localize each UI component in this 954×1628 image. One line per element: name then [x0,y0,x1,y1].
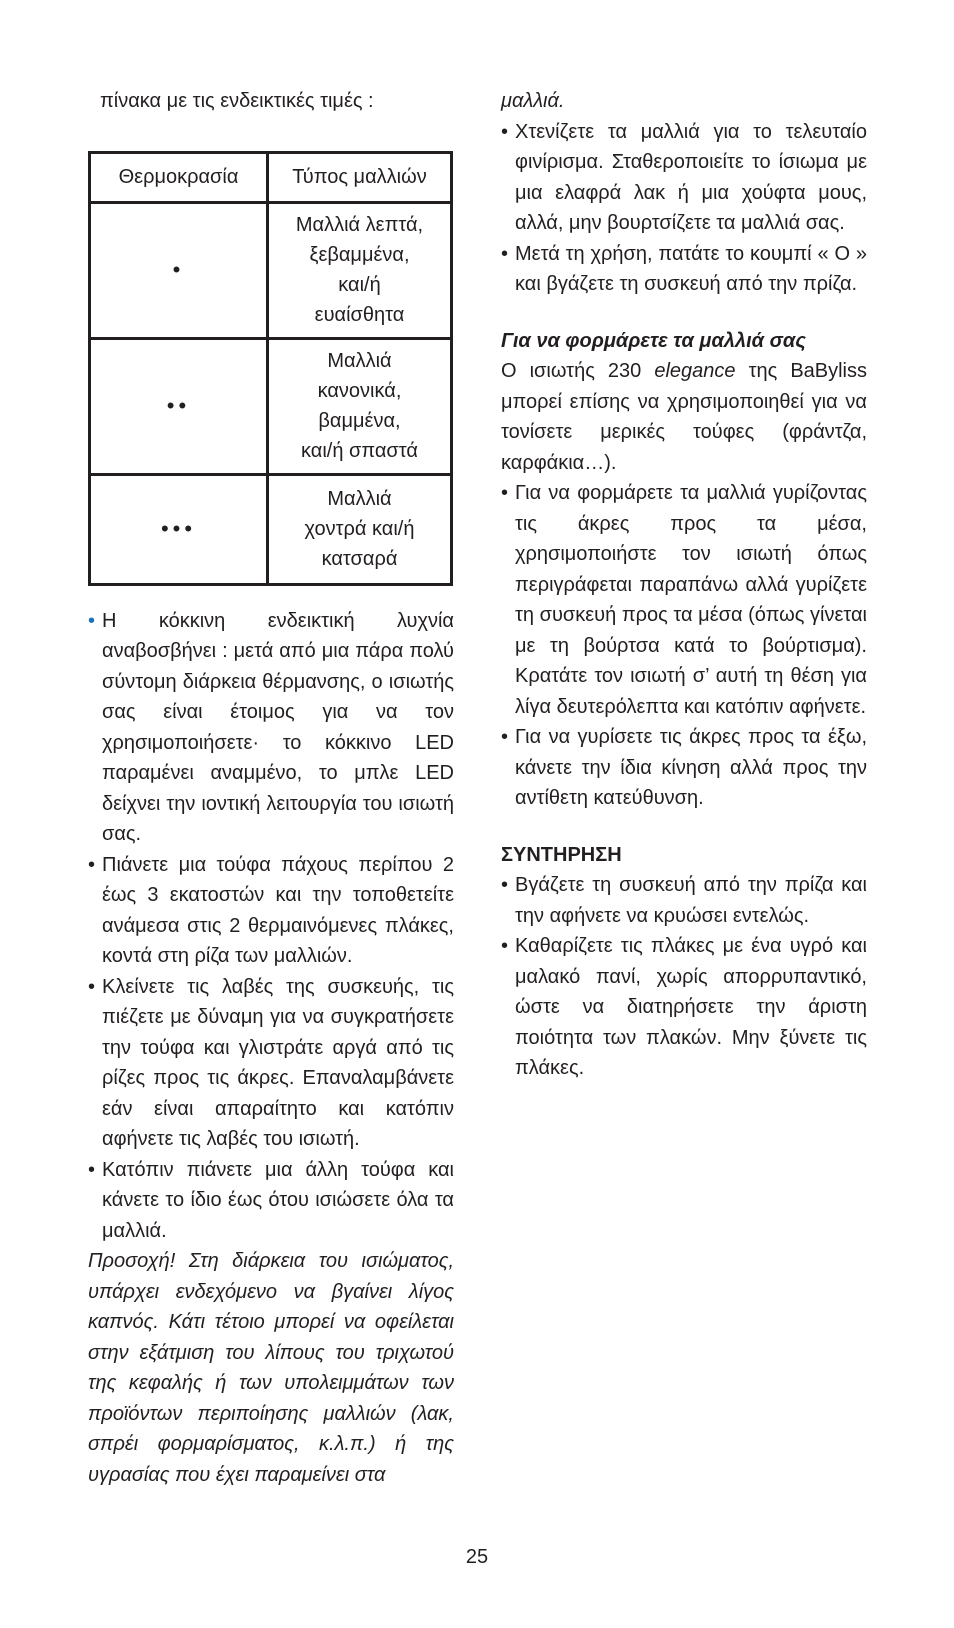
temperature-dots-1: • [90,202,268,338]
hair-type-line: κανονικά, [317,380,402,402]
table-row [90,474,452,584]
list-item-text: Βγάζετε τη συσκευή από την πρίζα και την αφήνετε να κρυώσει εντελώς. [515,874,867,927]
list-item-text: Για να γυρίσετε τις άκρες προς τα έξω, κάνετε την ίδια κίνηση αλλά προς την αντίθετη κατεύθυνση. [515,726,867,809]
list-item-text: Μετά τη χρήση, πατάτε το κουμπί « O » και βγάζετε τη συσκευή από την πρίζα. [515,242,867,295]
header-hair-type: Τύπος μαλλιών [268,152,452,202]
bullet-mark: • [501,120,509,143]
list-item [501,870,867,931]
styling-heading: Για να φορμάρετε τα μαλλιά σας [501,329,806,352]
hair-type-3 [268,474,452,584]
right-column [501,86,867,1084]
maintenance-heading: ΣΥΝΤΗΡΗΣΗ [501,843,622,866]
left-column [88,86,454,1490]
bullet-mark: • [88,853,96,876]
hair-type-line: ευαίσθητα [314,304,405,326]
hair-type-line: και/ή σπαστά [301,440,418,462]
bullet-mark: • [501,726,509,748]
bullet-mark: • [88,975,96,998]
list-item [88,606,454,850]
hair-type-2 [268,338,452,474]
table-row [90,202,452,338]
list-item-text: Καθαρίζετε τις πλάκες με ένα υγρό και μαλακό πανί, χωρίς απορρυπαντικό, ώστε να διατηρήσετε την άριστη ποιότητα των πλακών. Μην ξύνετε τις πλάκες. [515,935,867,1079]
hair-type-1 [268,202,452,338]
maintenance-bullet-list [501,870,867,1084]
styling-intro-text: της BaByliss μπορεί επίσης να χρησιμοποιηθεί για να τονίσετε μερικές τούφες (φράντζα, καρφάκια…). [501,360,868,474]
hair-type-line: χοντρά και/ή [304,518,415,540]
list-item [501,117,867,239]
list-item-text: Κατόπιν πιάνετε μια άλλη τούφα και κάνετε το ίδιο έως ότου ισιώσετε όλα τα μαλλιά. [102,1158,454,1242]
model-name: elegance [654,360,736,382]
usage-bullet-list [88,606,454,1247]
temperature-dots-2: •• [90,338,268,474]
hair-type-line: Μαλλιά [327,488,392,510]
bullet-mark: • [501,482,509,504]
temperature-table [88,151,453,586]
bullet-mark: • [88,609,96,632]
hair-type-line: κατσαρά [321,548,398,570]
hair-type-line: και/ή [338,274,381,296]
temperature-dots-3: ••• [90,474,268,584]
list-item [501,931,867,1084]
hair-type-line: Μαλλιά λεπτά, [295,214,424,236]
bullet-mark: • [501,242,509,265]
styling-bullet-list [501,478,867,814]
list-item-text: Για να φορμάρετε τα μαλλιά γυρίζοντας τις άκρες προς τα μέσα, χρησιμοποιήστε τον ισιωτή όπως περιγράφεται παραπάνω αλλά γυρίζετε τη συσκευή προς τα μέσα (όπως γίνεται με τη βούρτσα κατά το βούρτισμα). Κρατάτε τον ισιωτή σ’ αυτή τη θέση για λίγα δευτερόλεπτα και κατόπιν αφήνετε. [515,482,867,718]
table-intro: πίνακα με τις ενδεικτικές τιμές : [100,90,374,112]
styling-intro [501,356,867,478]
page-number: 25 [465,1546,489,1568]
hair-type-line: ξεβαμμένα, [309,244,410,266]
list-item [501,722,867,814]
header-temperature: Θερμοκρασία [90,152,268,202]
table-row [90,338,452,474]
list-item [501,239,867,300]
list-item-text: Χτενίζετε τα μαλλιά για το τελευταίο φινίρισμα. Σταθεροποιείτε το ίσιωμα με μια ελαφρά λακ ή μια χούφτα μους, αλλά, μην βουρτσίζετε τα μαλλιά σας. [515,120,867,234]
hair-type-line: Μαλλιά [327,350,392,372]
list-item-text: Η κόκκινη ενδεικτική λυχνία αναβοσβήνει : μετά από μια πάρα πολύ σύντομη διάρκεια θέρμανσης, ο ισιωτής σας είναι έτοιμος για να τον χρησιμοποιήσετε· το κόκκινο LED παραμένει αναμμένο, το μπλε LED δείχνει την ιοντική λειτουργία του ισιωτή σας. [102,609,454,845]
hair-type-line: βαμμένα, [318,410,401,432]
list-item-text: Κλείνετε τις λαβές της συσκευής, τις πιέζετε με δύναμη για να συγκρατήσετε την τούφα και γλιστράτε αργά από τις ρίζες προς τις άκρες. Επαναλαμβάνετε εάν είναι απαραίτητο και κατόπιν αφήνετε τις λαβές του ισιωτή. [102,975,454,1150]
list-item-text: Πιάνετε μια τούφα πάχους περίπου 2 έως 3 εκατοστών και την τοποθετείτε ανάμεσα στις 2 θερμαινόμενες πλάκες, κοντά στη ρίζα των μαλλιών. [102,853,454,967]
continued-text: μαλλιά. [501,90,565,112]
bullet-mark: • [88,1158,96,1181]
finishing-bullet-list [501,117,867,300]
bullet-mark: • [501,935,509,957]
list-item [501,478,867,722]
list-item [88,1155,454,1247]
styling-intro-text: Ο ισιωτής 230 [501,360,655,382]
list-item [88,850,454,972]
table-header-row [90,152,452,202]
smoke-warning: Προσοχή! Στη διάρκεια του ισιώματος, υπάρχει ενδεχόμενο να βγαίνει λίγος καπνός. Κάτι τέτοιο μπορεί να οφείλεται στην εξάτμιση του λίπους του τριχωτού της κεφαλής ή των υπολειμμάτων των προϊόντων περιποίησης μαλλιών (λακ, σπρέι φορμαρίσματος, κ.λ.π.) ή της υγρασίας που έχει παραμείνει στα [88,1250,454,1486]
bullet-mark: • [501,874,509,896]
list-item [88,972,454,1155]
